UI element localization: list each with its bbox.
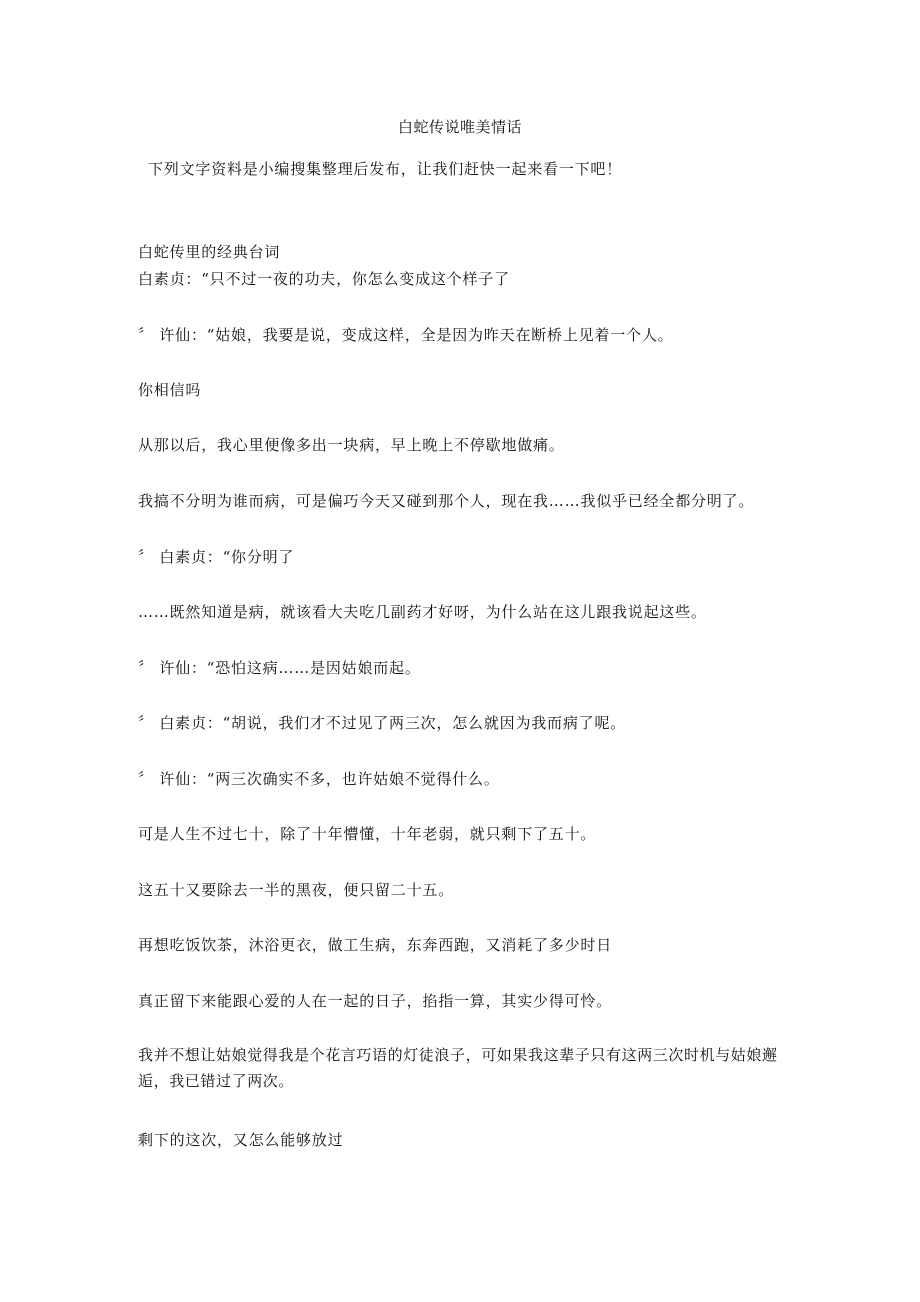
dialogue-line: 你相信吗 bbox=[138, 381, 202, 399]
dialogue-line: 〞 白素贞：“胡说，我们才不过见了两三次，怎么就因为我而病了呢。 bbox=[138, 714, 627, 732]
section-heading: 白蛇传里的经典台词 bbox=[138, 243, 281, 261]
dialogue-line: 可是人生不过七十，除了十年懵懂，十年老弱，就只剩下了五十。 bbox=[138, 825, 597, 843]
dialogue-line: 白素贞：“只不过一夜的功夫，你怎么变成这个样子了 bbox=[138, 270, 510, 288]
dialogue-line: 〞 白素贞：“你分明了 bbox=[138, 548, 295, 566]
dialogue-line: 这五十又要除去一半的黑夜，便只留二十五。 bbox=[138, 881, 455, 899]
dialogue-line: 真正留下来能跟心爱的人在一起的日子，掐指一算，其实少得可怜。 bbox=[138, 992, 613, 1010]
intro-paragraph: 下列文字资料是小编搜集整理后发布，让我们赶快一起来看一下吧！ bbox=[148, 160, 623, 178]
document-title: 白蛇传说唯美情话 bbox=[397, 118, 522, 136]
dialogue-line: 从那以后，我心里便像多出一块病，早上晚上不停歇地做痛。 bbox=[138, 436, 565, 454]
dialogue-line: 剩下的这次，又怎么能够放过 bbox=[138, 1131, 344, 1149]
dialogue-line: 我搞不分明为谁而病，可是偏巧今天又碰到那个人，现在我……我似乎已经全都分明了。 bbox=[138, 492, 755, 510]
dialogue-paragraph: 我并不想让姑娘觉得我是个花言巧语的灯徒浪子，可如果我这辈子只有这两三次时机与姑娘邂逅，我已错过了两次。 bbox=[138, 1046, 778, 1090]
dialogue-line: 再想吃饭饮茶，沐浴更衣，做工生病，东奔西跑，又消耗了多少时日 bbox=[138, 936, 613, 954]
dialogue-line: ……既然知道是病，就该看大夫吃几副药才好呀，为什么站在这儿跟我说起这些。 bbox=[138, 603, 707, 621]
dialogue-line: 〞 许仙：“姑娘，我要是说，变成这样，全是因为昨天在断桥上见着一个人。 bbox=[138, 326, 674, 344]
dialogue-line: 〞 许仙：“恐怕这病……是因姑娘而起。 bbox=[138, 659, 421, 677]
dialogue-line: 〞 许仙：“两三次确实不多，也许姑娘不觉得什么。 bbox=[138, 770, 500, 788]
